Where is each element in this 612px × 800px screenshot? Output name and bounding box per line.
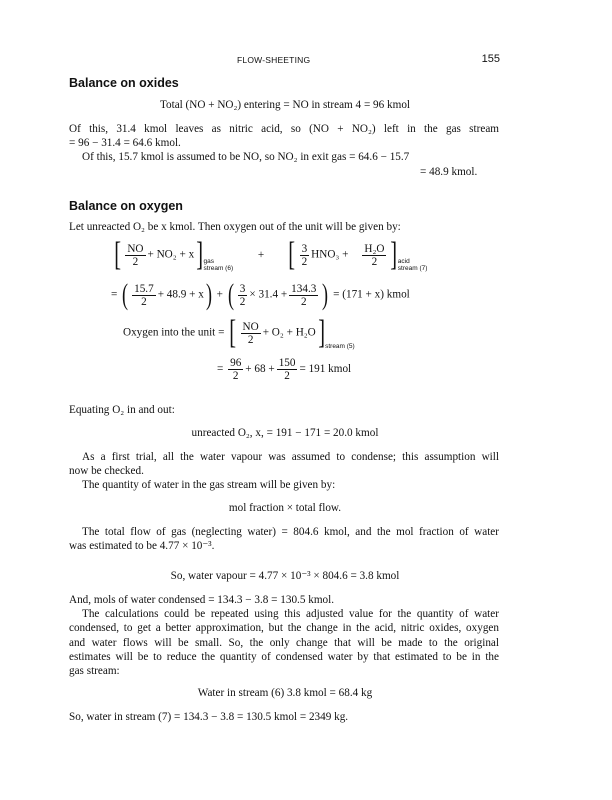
equation-water-stream-7: So, water in stream (7) = 134.3 − 3.8 = 130.5 kmol = 2349 kg. — [69, 711, 349, 723]
paragraph-line: condensed, to get a better approximation, but the change in the acid, nitric oxides, oxygen — [69, 622, 499, 634]
equation-total-oxides: Total (NO + NO₂) entering = NO in stream 4 = 96 kmol — [159, 99, 411, 111]
fraction: $\frac{NO}{2}$ — [242, 320, 259, 346]
fraction: $\frac{96}{2}$ — [230, 357, 242, 382]
paragraph-line: = 48.9 kmol. — [420, 166, 478, 178]
equation-oxygen-out-values: = ( $\frac{15.7}{2}$ + 48.9 + x) + ( $\frac{3}{2}$ × 31.4 + $\frac{134.3}{2}$ ) = (171 + x) kmol — [111, 278, 410, 311]
equation-water-vapour: So, water vapour = 4.77 × 10⁻³ × 804.6 = 3.8 kmol — [170, 570, 400, 582]
heading-balance-on-oxygen: Balance on oxygen — [69, 199, 183, 213]
paragraph-line: was estimated to be 4.77 × 10⁻³. — [69, 540, 215, 552]
paragraph-line: The quantity of water in the gas stream will be given by: — [82, 479, 336, 491]
subscript-gas-stream: gas stream (6) — [203, 258, 234, 272]
right-bracket: ] — [196, 236, 204, 273]
fraction: $\frac{\text{H₂O}}{2}$ — [364, 242, 385, 268]
paragraph-line: estimates will be to reduce the quantity of condensed water by that estimated to be in the — [69, 651, 499, 663]
paragraph-line: Of this, 31.4 kmol leaves as nitric acid, so (NO + NO₂) left in the gas stream — [69, 123, 499, 135]
fraction: $\frac{15.7}{2}$ — [134, 282, 154, 308]
fraction: $\frac{3}{2}$ — [239, 282, 246, 308]
equation-water-stream-6: Water in stream (6) 3.8 kmol = 68.4 kg — [197, 687, 373, 699]
paragraph-line: = 96 − 31.4 = 64.6 kmol. — [69, 137, 181, 149]
equation-unreacted-oxygen: unreacted O₂, x, = 191 − 171 = 20.0 kmol — [191, 427, 379, 439]
paragraph-line: Let unreacted O₂ be x kmol. Then oxygen out of the unit will be given by: — [69, 221, 401, 233]
paragraph-line: Of this, 15.7 kmol is assumed to be NO, so NO₂ in exit gas = 64.6 − 15.7 — [82, 151, 410, 163]
equation-oxygen-in: Oxygen into the unit = [ $\frac{NO}{2}$ + O₂ + H₂O]stream (5) — [123, 314, 355, 351]
fraction: $\frac{134.3}{2}$ — [291, 282, 317, 308]
equation-mol-fraction: mol fraction × total flow. — [228, 502, 342, 514]
fraction: $\frac{150}{2}$ — [278, 357, 296, 382]
running-title: FLOW-SHEETING — [237, 55, 311, 65]
paragraph-line: Equating O₂ in and out: — [69, 404, 175, 416]
paragraph-line: As a first trial, all the water vapour was assumed to condense; this assumption will — [82, 451, 499, 463]
page-number: 155 — [481, 53, 500, 65]
left-bracket: [ — [288, 236, 296, 273]
equation-oxygen-out: [ $\frac{NO}{2}$ + NO₂ + x] gas stream (6) + [ $\frac{3}{2}$ HNO₃ + $\frac{\text{H₂O}}{2}$ ] acid stream (7) — [114, 236, 428, 273]
right-bracket: ] — [390, 236, 398, 273]
paragraph-line: now be checked. — [69, 465, 144, 477]
left-bracket: [ — [114, 236, 122, 273]
fraction: $\frac{NO}{2}$ — [127, 242, 144, 268]
subscript-stream-5: stream (5) — [325, 343, 355, 350]
fraction: $\frac{3}{2}$ — [301, 242, 308, 268]
paragraph-line: The total flow of gas (neglecting water) = 804.6 kmol, and the mol fraction of water — [82, 526, 499, 538]
paragraph-line: and water flows will be small. So, the only change that will be made to the original — [69, 637, 499, 649]
equation-oxygen-in-values: = $\frac{96}{2}$ + 68 + $\frac{150}{2}$ = 191 kmol — [217, 357, 352, 382]
heading-balance-on-oxides: Balance on oxides — [69, 76, 179, 90]
paragraph-line: gas stream: — [69, 665, 120, 677]
paragraph-line: The calculations could be repeated using this adjusted value for the quantity of water — [82, 608, 499, 620]
subscript-acid-stream: acid stream (7) — [397, 258, 428, 272]
paragraph-line: And, mols of water condensed = 134.3 − 3.8 = 130.5 kmol. — [69, 594, 335, 606]
